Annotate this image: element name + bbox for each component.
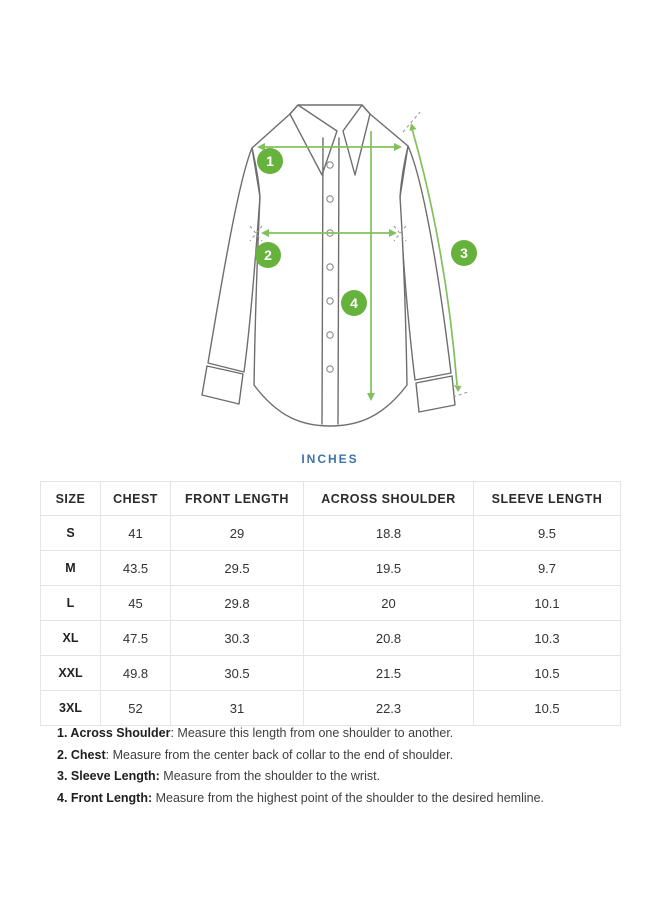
cell-sleeve-length: 9.5 [474,516,621,551]
measurement-notes [57,727,617,814]
cell-across-shoulder: 21.5 [304,656,474,691]
note-text: : Measure this length from one shoulder to another. [170,726,454,740]
table-row-s [41,516,621,551]
note-text: Measure from the shoulder to the wrist. [159,769,381,784]
note-text: : Measure from the center back of collar to the end of shoulder. [105,747,454,762]
column-header-front-length: FRONT LENGTH [171,482,304,516]
note-front-length [57,792,617,805]
size-table-wrap [40,481,620,726]
cell-size: L [41,586,101,621]
note-label: 1. Across Shoulder [57,726,171,740]
cell-chest: 52 [101,691,171,726]
column-header-sleeve-length: SLEEVE LENGTH [474,482,621,516]
column-header-chest: CHEST [101,482,171,516]
note-label: 2. Chest [57,747,106,762]
table-row-3xl [41,691,621,726]
marker-3-number: 3 [460,245,468,261]
cell-sleeve-length: 10.3 [474,621,621,656]
shirt-outline [202,105,455,426]
cell-front-length: 31 [171,691,304,726]
cell-front-length: 30.3 [171,621,304,656]
cell-sleeve-length: 9.7 [474,551,621,586]
note-label: 4. Front Length: [57,790,153,805]
cell-front-length: 30.5 [171,656,304,691]
note-chest [57,749,617,762]
note-sleeve-length [57,770,617,783]
column-header-size: SIZE [41,482,101,516]
cell-across-shoulder: 19.5 [304,551,474,586]
cell-chest: 45 [101,586,171,621]
cell-across-shoulder: 22.3 [304,691,474,726]
table-row-xxl [41,656,621,691]
shirt-left-cuff [202,366,243,404]
note-label: 3. Sleeve Length: [57,769,160,784]
cell-chest: 47.5 [101,621,171,656]
header-row [41,482,621,516]
table-row-l [41,586,621,621]
note-text: Measure from the highest point of the shoulder to the desired hemline. [152,790,545,805]
marker-1-number: 1 [266,153,274,169]
cell-across-shoulder: 20 [304,586,474,621]
size-chart-table [40,481,621,726]
table-row-xl [41,621,621,656]
cell-front-length: 29.8 [171,586,304,621]
units-label: INCHES [301,452,359,466]
cell-across-shoulder: 18.8 [304,516,474,551]
table-row-m [41,551,621,586]
cell-size: XXL [41,656,101,691]
size-chart-body [41,516,621,726]
cell-front-length: 29 [171,516,304,551]
cell-size: S [41,516,101,551]
marker-2-number: 2 [264,247,272,263]
shirt-right-cuff [416,376,455,412]
shirt-left-sleeve [208,148,260,372]
cell-sleeve-length: 10.5 [474,691,621,726]
cell-across-shoulder: 20.8 [304,621,474,656]
cell-chest: 41 [101,516,171,551]
marker-4-number: 4 [350,295,358,311]
shirt-diagram-svg [150,85,510,437]
cell-sleeve-length: 10.1 [474,586,621,621]
shirt-measurement-diagram [150,85,510,437]
column-header-across-shoulder: ACROSS SHOULDER [304,482,474,516]
cell-chest: 49.8 [101,656,171,691]
note-across-shoulder [57,727,617,740]
cell-sleeve-length: 10.5 [474,656,621,691]
cell-size: XL [41,621,101,656]
cell-chest: 43.5 [101,551,171,586]
cell-size: 3XL [41,691,101,726]
cell-size: M [41,551,101,586]
size-chart-header [41,482,621,516]
cell-front-length: 29.5 [171,551,304,586]
